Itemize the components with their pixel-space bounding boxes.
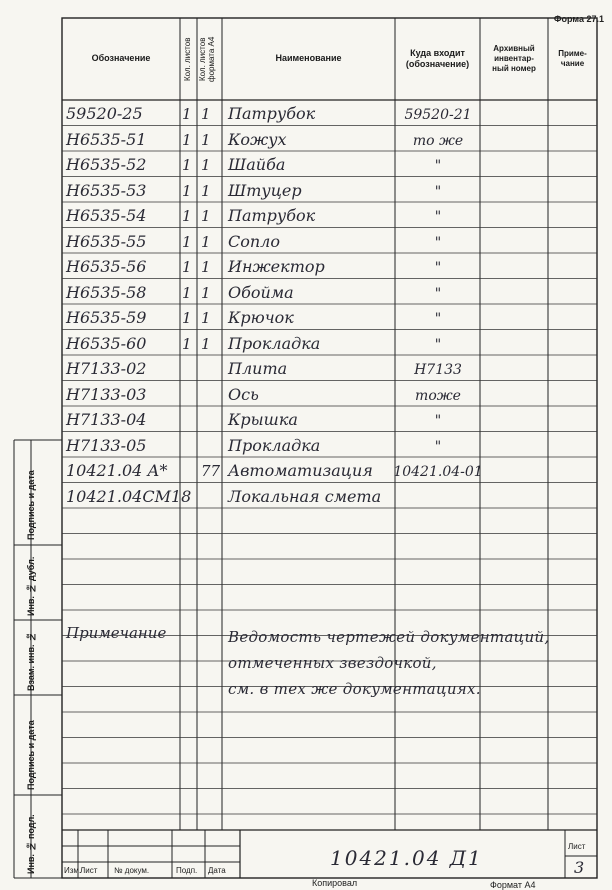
cell-where-used: "	[434, 438, 442, 455]
side-label-signature-date-bottom: Подпись и дата	[26, 720, 36, 790]
header-where-used-line2: (обозначение)	[405, 59, 470, 69]
cell-designation: Н6535-59	[66, 308, 147, 327]
cell-where-used: "	[434, 336, 442, 353]
cell-designation: 10421.04 А*	[66, 461, 168, 480]
cell-where-used: "	[434, 183, 442, 200]
cell-sheet-count: 1	[182, 232, 192, 251]
cell-sheet-count: 1	[182, 283, 192, 302]
cell-designation: Н6535-58	[66, 282, 147, 302]
tb-date: Дата	[208, 866, 226, 875]
cell-a4-count: 1	[201, 207, 211, 225]
cell-where-used: "	[434, 234, 442, 251]
cell-name: Ось	[228, 384, 259, 404]
cell-a4-count: 1	[201, 334, 211, 353]
cell-sheet-count: 1	[182, 258, 192, 276]
cell-a4-count: 1	[201, 130, 211, 149]
tb-signature: Подп.	[176, 866, 198, 875]
cell-name: Прокладка	[228, 435, 321, 455]
cell-sheet-count	[182, 432, 196, 457]
cell-sheet-count	[182, 381, 196, 406]
header-where-used	[395, 18, 480, 100]
tb-sheet: Лист	[80, 866, 98, 875]
cell-designation: Н6535-52	[66, 155, 147, 174]
cell-sheet-count	[182, 457, 196, 482]
side-label-signature-date-top: Подпись и дата	[26, 470, 36, 540]
cell-designation: Н6535-55	[66, 231, 147, 251]
cell-a4-count: 77	[201, 462, 221, 480]
cell-sheet-count: 1	[182, 207, 192, 225]
header-archive-line2: инвентар-	[494, 54, 534, 63]
cell-designation: Н6535-51	[66, 129, 147, 149]
cell-a4-count: 1	[201, 283, 211, 302]
cell-name: Инжектор	[228, 257, 325, 276]
cell-where-used: "	[434, 260, 442, 276]
tb-change: Изм.	[64, 866, 82, 875]
header-a4-count: Кол. листов формата А4	[198, 36, 216, 82]
cell-sheet-count	[182, 406, 196, 431]
form-label: Форма 27.1	[553, 14, 604, 24]
cell-where-used: Н7133	[414, 362, 462, 378]
cell-a4-count	[201, 406, 221, 431]
cell-designation: Н7133-04	[66, 410, 147, 429]
cell-designation: Н7133-03	[66, 384, 147, 404]
header-note	[548, 18, 597, 100]
cell-name: Крышка	[228, 410, 298, 429]
cell-where-used: "	[434, 285, 442, 302]
cell-sheet-count: 1	[182, 105, 192, 123]
cell-a4-count: 1	[201, 258, 211, 276]
tb-sheet-label: Лист	[568, 842, 586, 851]
cell-where-used: 59520-21	[404, 107, 472, 123]
cell-name: Локальная смета	[228, 486, 382, 506]
cell-sheet-count: 1	[182, 181, 192, 200]
side-label-original-inv: Инв. № подл.	[26, 814, 36, 874]
cell-designation: 59520-25	[66, 104, 143, 123]
cell-where-used: "	[434, 311, 442, 327]
cell-sheet-count	[182, 355, 196, 380]
cell-a4-count: 1	[201, 309, 211, 327]
note-line-2: отмеченных звездочкой,	[228, 654, 437, 672]
note-line-3: см. в тех же документациях.	[228, 680, 481, 698]
cell-name: Обойма	[228, 282, 294, 302]
cell-name: Крючок	[228, 308, 294, 327]
header-archive-line3: ный номер	[492, 64, 536, 73]
note-line-1: Ведомость чертежей документаций,	[228, 628, 550, 646]
cell-a4-count	[201, 355, 221, 380]
cell-name: Штуцер	[228, 180, 302, 200]
header-archive-number	[480, 18, 548, 100]
cell-sheet-count	[182, 483, 196, 508]
footer-copied: Копировал	[312, 878, 358, 888]
cell-sheet-count: 1	[182, 309, 192, 327]
cell-name: Прокладка	[228, 333, 321, 353]
cell-where-used: 10421.04-01	[393, 464, 483, 480]
header-archive-line1: Архивный	[493, 44, 535, 53]
cell-where-used: "	[434, 158, 442, 174]
cell-name: Шайба	[228, 155, 286, 174]
header-sheet-count: Кол. листов	[183, 37, 192, 81]
cell-a4-count	[201, 432, 221, 457]
cell-name: Автоматизация	[228, 461, 373, 480]
cell-designation: Н7133-05	[66, 435, 147, 455]
cell-where-used: то же	[412, 132, 464, 149]
cell-a4-count	[201, 381, 221, 406]
cell-where-used	[398, 483, 478, 508]
header-designation: Обозначение	[91, 53, 151, 64]
cell-name: Патрубок	[228, 206, 316, 225]
note-label: Примечание	[66, 624, 167, 642]
sheet-number: 3	[574, 858, 585, 877]
cell-a4-count: 1	[201, 105, 211, 123]
tb-doc-no: № докум.	[114, 866, 150, 875]
header-name: Наименование	[275, 53, 342, 64]
cell-sheet-count: 1	[182, 334, 192, 353]
header-where-used-line1: Куда входит	[410, 47, 465, 58]
cell-where-used: "	[434, 209, 442, 225]
cell-sheet-count: 1	[182, 156, 192, 174]
header-note-line1: Приме-	[558, 49, 587, 58]
cell-a4-count: 1	[201, 181, 211, 200]
cell-designation: Н6535-56	[66, 257, 147, 276]
cell-designation: Н7133-02	[66, 359, 147, 378]
footer-format: Формат А4	[490, 880, 536, 890]
document-number: 10421.04 Д1	[330, 846, 483, 870]
cell-a4-count: 1	[201, 232, 211, 251]
cell-sheet-count: 1	[182, 130, 192, 149]
cell-name: Плита	[228, 359, 288, 378]
cell-designation: Н6535-54	[66, 206, 147, 225]
side-label-duplicate-inv: Инв. № дубл.	[26, 556, 36, 616]
side-label-replace-inv: Взам. инв. №	[26, 631, 36, 691]
cell-designation: 10421.04СМ18	[66, 486, 192, 506]
cell-name: Кожух	[228, 129, 287, 149]
cell-designation: Н6535-60	[66, 333, 147, 353]
cell-name: Патрубок	[228, 104, 316, 123]
cell-where-used: "	[434, 413, 442, 429]
header-note-line2: чание	[560, 59, 585, 68]
cell-a4-count	[201, 483, 221, 508]
cell-designation: Н6535-53	[66, 180, 147, 200]
cell-a4-count: 1	[201, 156, 211, 174]
cell-name: Сопло	[228, 231, 280, 251]
cell-where-used: тоже	[415, 387, 461, 404]
